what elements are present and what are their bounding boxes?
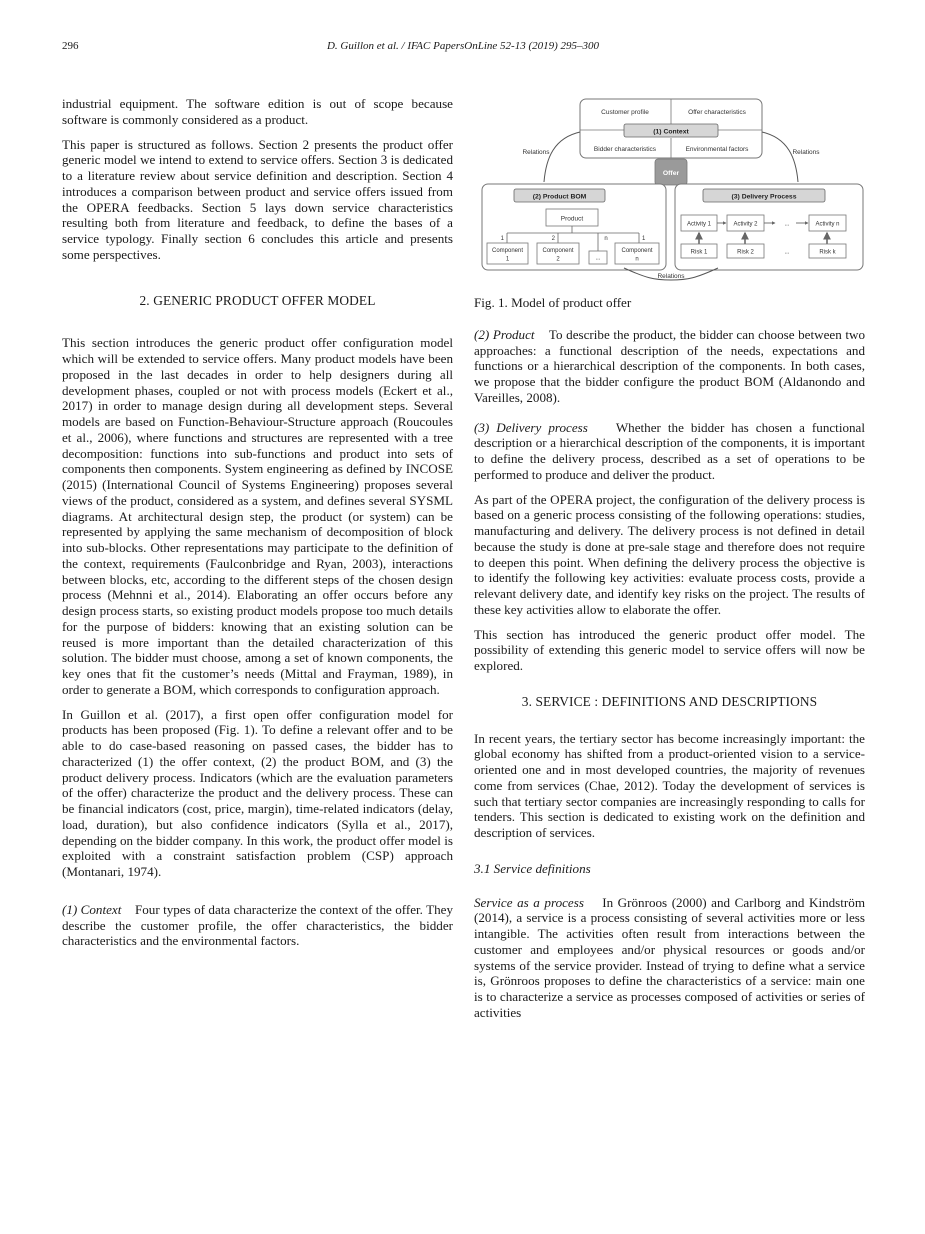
- svg-text:...: ...: [595, 255, 601, 262]
- paragraph-lead: (2) Product: [474, 326, 535, 342]
- svg-text:1: 1: [642, 236, 646, 242]
- paragraph-text: To describe the product, the bidder can choose between two approaches: a functional description of the needs, expectations and functions or a hierarchical description of the components. In both cases, we propose that the bidder configure the product BOM (Aldanondo and Vareilles, 2008).: [474, 326, 865, 405]
- offer-label: Offer: [662, 170, 680, 177]
- product-bom-title: (2) Product BOM: [532, 193, 587, 201]
- figure-caption: Fig. 1. Model of product offer: [474, 295, 632, 310]
- relations-arc-right: [762, 132, 798, 182]
- right-column: [474, 96, 865, 1030]
- relations-label-left: Relations: [522, 149, 550, 156]
- delivery-process-title: (3) Delivery Process: [731, 193, 797, 201]
- paragraph-lead: (3) Delivery process: [474, 419, 588, 435]
- bidder-characteristics-label: Bidder characteristics: [593, 146, 657, 153]
- offer-characteristics-label: Offer characteristics: [688, 109, 746, 116]
- paragraph: [474, 895, 865, 1021]
- svg-text:2: 2: [556, 256, 560, 263]
- left-column: [62, 96, 453, 958]
- subsection-heading: 3.1 Service definitions: [474, 860, 591, 876]
- svg-text:1: 1: [500, 236, 504, 242]
- relations-label-bottom: Relations: [657, 273, 685, 280]
- environmental-factors-label: Environmental factors: [685, 146, 749, 153]
- paragraph: industrial equipment. The software edition is out of scope because software is commonly considered as a product.: [62, 96, 453, 127]
- customer-profile-label: Customer profile: [601, 109, 649, 116]
- section-heading: 3. SERVICE : DEFINITIONS AND DESCRIPTIONS: [521, 693, 818, 709]
- svg-text:Activity 2: Activity 2: [733, 221, 758, 228]
- paragraph-lead: (1) Context: [62, 901, 122, 917]
- context-title: (1) Context: [653, 128, 689, 136]
- svg-text:Component: Component: [491, 248, 524, 254]
- svg-text:Component: Component: [621, 248, 653, 254]
- svg-text:...: ...: [784, 221, 790, 228]
- paragraph: This paper is structured as follows. Section 2 presents the product offer generic model we intend to extend to service offers. Section 3 is dedicated to a literature review about service definition and description. Section 4 introduces a comparison between product and service offers issued from the OPERA feedbacks. Section 5 lays down service characteristics resulting both from literature and feedback, to define the bases of a service typology. Finally section 6 concludes this article and presents some perspectives.: [62, 136, 453, 262]
- paragraph: In recent years, the tertiary sector has become increasingly important: the global economy has shifted from a product-oriented vision to a service-oriented one and in most developed countries, the majority of revenues come from services (Chae, 2012). Today the development of services is such that tertiary sector companies are increasingly responding to calls for tenders. This section is dedicated to existing work on the definition and description of services.: [474, 730, 865, 840]
- relations-arc-left: [544, 132, 580, 182]
- svg-text:Risk 1: Risk 1: [690, 249, 708, 256]
- svg-text:Component: Component: [542, 248, 574, 254]
- figure-product-offer-model: [474, 96, 865, 286]
- page-header: [62, 40, 864, 56]
- paragraph: [474, 420, 865, 483]
- paragraph: This section has introduced the generic product offer model. The possibility of extending this generic model to service offers will now be explored.: [474, 626, 865, 673]
- svg-text:Risk k: Risk k: [819, 249, 836, 256]
- svg-text:Product: Product: [560, 215, 584, 223]
- svg-text:n: n: [635, 256, 639, 263]
- relations-label-right: Relations: [792, 149, 820, 156]
- svg-text:...: ...: [784, 249, 790, 256]
- paragraph-lead: Service as a process: [474, 894, 584, 910]
- svg-text:2: 2: [551, 236, 555, 242]
- paragraph-text: Whether the bidder has chosen a functional description or a hierarchical description of the components, it is important to define the delivery process, described as a set of operations to be performed to produce and deliver the product.: [474, 419, 865, 482]
- svg-text:Risk 2: Risk 2: [737, 249, 754, 256]
- page-number: 296: [62, 40, 79, 52]
- svg-text:n: n: [604, 236, 608, 242]
- paragraph: In Guillon et al. (2017), a first open offer configuration model for products has been proposed (Fig. 1). To define a relevant offer and to be able to do case-based reasoning on passed cases, the bidder has to characterized (1) the offer context, (2) the product BOM, and (3) the product delivery process. Indicators (which are the evaluation parameters of the offer) characterize the product and the delivery process. These can be financial indicators (cost, price, margin), time-related indicators (delay, load, duration), but also confidence indicators (Sylla et al., 2017), depending on the bidder company. In this work, the product offer model is exploited with a constraint satisfaction problem (CSP) approach (Montanari, 1974).: [62, 706, 453, 879]
- paragraph: [62, 902, 453, 949]
- running-title: D. Guillon et al. / IFAC PapersOnLine 52-13 (2019) 295–300: [326, 40, 600, 52]
- paragraph: This section introduces the generic product offer configuration model which will be extended to service offers. Many product models have been proposed in the last decades in order to help designers during all development phases, coupled or not with process models (Eckert et al., 2017) in order to manage design during all development steps. Several models are based on Function-Behaviour-Structure approach (Roucoules et al., 2006), where functions and structures are represented with a tree decomposition: functions into sub-functions and product into sets of components then components. System engineering as defined by INCOSE (2015) (International Council of Systems Engineering) proposes several views of the product, considered as a system, and defines several SYSML diagrams. At architectural design step, the product (or system) can be represented by applying the same mechanism of decomposition of block into sub-blocks. Other representations may participate to the definition of the context, requirements (Faulconbridge and Ryan, 2003), interactions between blocks, etc, according to the different steps of the chosen design process (Mehnni et al., 2014). Elaborating an offer occurs before any design process starts, so existing product models propose too much details for the purpose of bidders: knowing that an existing solution can be reused is more important than the detailed characterization of this solution. The bidder must choose, among a set of known components, the key ones that fit the customer’s needs (Mittal and Frayman, 1989), in order to generate a BOM, which corresponds to configuration approach.: [62, 335, 453, 697]
- figure-diagram: [474, 96, 865, 286]
- paragraph: [474, 327, 865, 406]
- section-heading: 2. GENERIC PRODUCT OFFER MODEL: [139, 292, 376, 308]
- svg-text:1: 1: [505, 256, 510, 263]
- svg-text:Activity n: Activity n: [815, 221, 840, 228]
- paragraph-text: Four types of data characterize the context of the offer. They describe the customer profile, the offer characteristics, the bidder characteristics and the environmental factors.: [62, 901, 453, 949]
- paragraph: As part of the OPERA project, the configuration of the delivery process is based on a generic process consisting of the following operations: studies, manufacturing and delivery. The delivery process is not defined in detail because the study is done at pre-sale stage and therefore does not require to deepen this point. When defining the delivery process the objective is to identify the following key activities: evaluate process costs, provide a relevant delivery date, and identify key risks on the project. The results of these key activities allow to elaborate the offer.: [474, 491, 865, 617]
- svg-text:Activity 1: Activity 1: [686, 221, 712, 228]
- paragraph-text: In Grönroos (2000) and Carlborg and Kindström (2014), a service is a process consisting of several activities more or less intangible. The activities often result from interactions between the customer and employees and/or physical resources or goods and/or systems of the service provider. Instead of trying to define what a service is, Grönroos proposes to define the characteristics of a service: main one is to characterize a service as processes composed of activities or series of activities: [474, 894, 866, 1020]
